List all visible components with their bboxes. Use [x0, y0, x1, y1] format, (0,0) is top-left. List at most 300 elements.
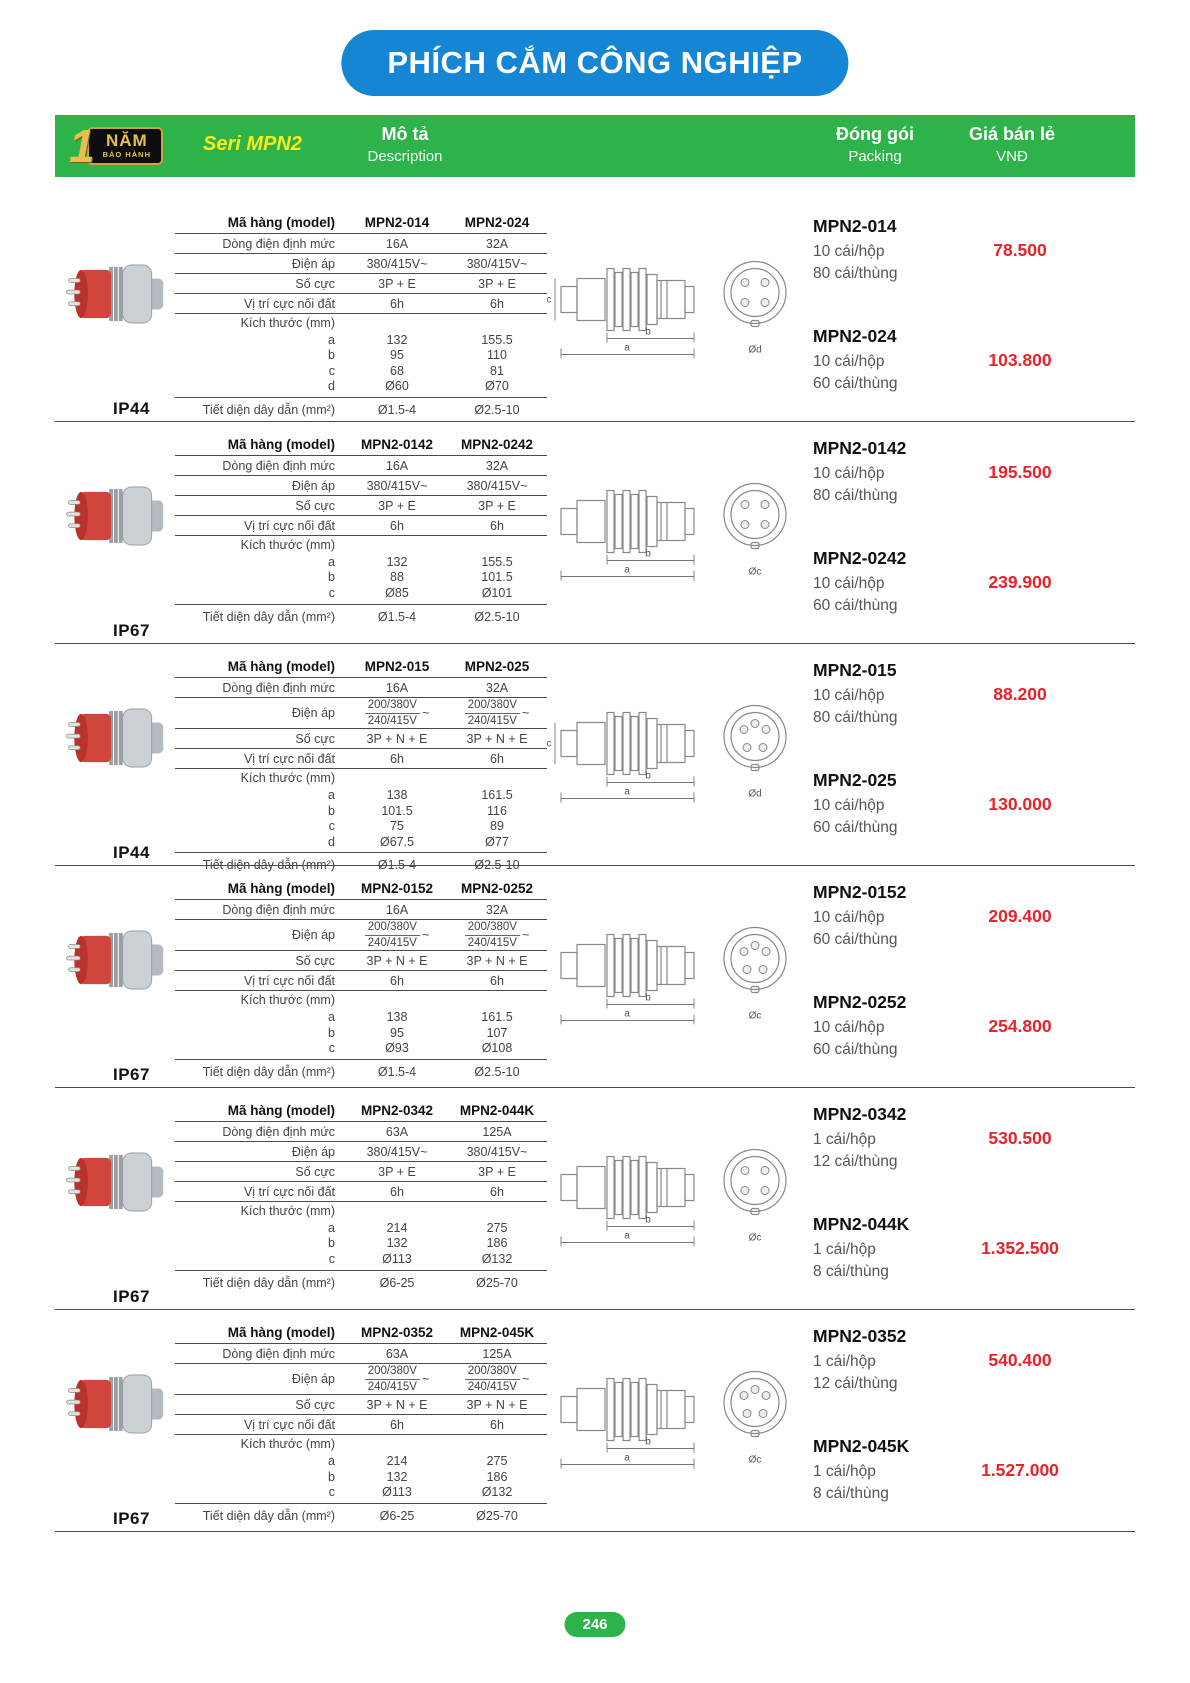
dimension-letter: a — [328, 788, 335, 803]
voltage-value: 380/415V~ — [466, 256, 528, 271]
dimension-letter: c — [328, 819, 335, 834]
spec-label: Mã hàng (model) — [227, 659, 335, 674]
pin-hole — [741, 521, 749, 529]
spec-row-model — [175, 212, 547, 234]
spec-row-dimensions — [175, 314, 547, 398]
spec-value: 3P + E — [378, 1164, 416, 1179]
spec-row-wire — [175, 1060, 547, 1084]
spec-row-wire — [175, 1504, 547, 1528]
spec-row-model — [175, 656, 547, 678]
packing-model-name: MPN2-0252 — [813, 992, 907, 1012]
pin-hole — [741, 1187, 749, 1195]
packing-per-box: 1 cái/hộp — [813, 1241, 876, 1258]
spec-value: 6h — [490, 1417, 504, 1432]
warranty-badge-number: 1 — [69, 120, 95, 172]
dimension-row — [175, 1469, 547, 1485]
spec-value: Ø2.5-10 — [474, 1064, 520, 1079]
dimension-value: Ø85 — [385, 585, 409, 600]
spec-row-model — [175, 1100, 547, 1122]
packing-info — [813, 1104, 973, 1172]
spec-value: 3P + N + E — [366, 1397, 428, 1412]
drawing-dim-label: a — [624, 786, 630, 798]
spec-label: Vị trí cực nối đất — [243, 296, 335, 311]
column-header-packing-en: Packing — [848, 148, 902, 165]
spec-label: Vị trí cực nối đất — [243, 973, 335, 988]
spec-value — [347, 257, 447, 271]
voltage-stacked — [365, 921, 420, 949]
dimension-value: 89 — [490, 819, 504, 834]
pin-hole — [759, 744, 767, 752]
dimension-row — [175, 818, 547, 834]
model-name: MPN2-045K — [459, 1325, 535, 1340]
retail-price: 103.800 — [988, 350, 1052, 370]
dimension-row — [175, 348, 547, 364]
spec-label: Kích thước (mm) — [240, 1437, 335, 1452]
ip-rating: IP67 — [113, 1287, 150, 1306]
product-photo-column — [55, 1310, 173, 1531]
spec-label: Điện áp — [291, 1372, 335, 1387]
product-section — [55, 644, 1135, 873]
pin-hole — [743, 966, 751, 974]
column-header-price — [932, 124, 1092, 165]
model-name: MPN2-0252 — [460, 881, 534, 896]
spec-label: Số cực — [295, 1164, 335, 1179]
spec-value: 6h — [390, 1417, 404, 1432]
spec-label: Vị trí cực nối đất — [243, 518, 335, 533]
pin-hole — [762, 948, 770, 956]
product-photo-column — [55, 422, 173, 643]
dimension-value: 275 — [486, 1220, 508, 1235]
drawing-diameter-label: Øc — [748, 1010, 762, 1022]
spec-value: 32A — [485, 680, 509, 695]
dimension-value: Ø113 — [382, 1485, 412, 1500]
spec-value: 3P + N + E — [466, 731, 528, 746]
packing-per-box: 1 cái/hộp — [813, 1131, 876, 1148]
spec-row-dimensions — [175, 1202, 547, 1271]
spec-value — [447, 921, 547, 949]
packing-model-name: MPN2-0142 — [813, 438, 907, 458]
spec-value: 3P + N + E — [366, 953, 428, 968]
spec-value: Ø2.5-10 — [474, 403, 520, 417]
spec-value: 3P + N + E — [466, 1397, 528, 1412]
packing-model-name: MPN2-0242 — [813, 548, 907, 568]
spec-value — [447, 1365, 547, 1393]
spec-label: Tiết diện dây dẫn (mm²) — [202, 1275, 335, 1290]
dimension-value: 138 — [386, 1010, 408, 1025]
spec-value — [447, 699, 547, 727]
spec-label: Mã hàng (model) — [227, 437, 335, 452]
packing-per-box: 10 cái/hộp — [813, 687, 885, 704]
spec-row-voltage — [175, 1364, 547, 1395]
spec-row-dimensions — [175, 536, 547, 605]
dimension-row — [175, 1009, 547, 1025]
spec-row-model — [175, 1322, 547, 1344]
spec-label: Số cực — [295, 276, 335, 291]
page-number: 246 — [564, 1612, 625, 1637]
spec-label: Mã hàng (model) — [227, 881, 335, 896]
pin-hole — [761, 1167, 769, 1175]
spec-value: 3P + N + E — [366, 731, 428, 746]
technical-drawing: b a c Øc — [555, 894, 805, 1059]
spec-label: Điện áp — [291, 928, 335, 943]
spec-row-wire — [175, 1271, 547, 1295]
spec-label: Số cực — [295, 1397, 335, 1412]
product-section — [55, 1088, 1135, 1310]
dimension-row — [175, 787, 547, 803]
dimension-value: Ø67.5 — [379, 834, 415, 849]
model-name: MPN2-014 — [364, 215, 430, 230]
spec-table — [175, 878, 547, 1084]
column-header-price-en: VNĐ — [996, 148, 1028, 165]
packing-per-carton: 80 cái/thùng — [813, 708, 898, 726]
dimension-letter: d — [328, 379, 335, 394]
product-section — [55, 866, 1135, 1088]
spec-label: Vị trí cực nối đất — [243, 1417, 335, 1432]
spec-row-voltage — [175, 476, 547, 496]
dimension-letter: b — [328, 1469, 335, 1484]
pin-hole — [761, 1187, 769, 1195]
packing-info — [813, 548, 973, 616]
voltage-value: 200/380V — [365, 699, 420, 714]
spec-label: Kích thước (mm) — [240, 1204, 335, 1218]
dimension-row — [175, 1453, 547, 1469]
spec-label: Vị trí cực nối đất — [243, 1184, 335, 1199]
packing-per-carton: 8 cái/thùng — [813, 1262, 889, 1280]
spec-label: Tiết diện dây dẫn (mm²) — [202, 403, 335, 417]
dimension-value: Ø77 — [485, 834, 509, 849]
voltage-value: 380/415V~ — [366, 1144, 428, 1159]
voltage-value: 380/415V~ — [466, 478, 528, 493]
technical-drawing — [546, 228, 805, 393]
voltage-stacked — [365, 699, 420, 727]
spec-row-poles — [175, 496, 547, 516]
spec-row-current — [175, 678, 547, 698]
ip-rating: IP44 — [113, 843, 150, 862]
spec-row-dimensions — [175, 991, 547, 1060]
voltage-value: 200/380V — [465, 1365, 520, 1380]
dimension-row — [175, 1040, 547, 1056]
warranty-badge-line2: BẢO HÀNH — [102, 150, 152, 160]
spec-row-dimensions — [175, 769, 547, 853]
dimension-value: 186 — [486, 1236, 508, 1251]
packing-per-carton: 8 cái/thùng — [813, 1484, 889, 1502]
packing-per-carton: 60 cái/thùng — [813, 374, 898, 392]
spec-row-earth — [175, 971, 547, 991]
spec-value — [347, 1145, 447, 1159]
packing-per-carton: 60 cái/thùng — [813, 930, 898, 948]
voltage-tilde: ~ — [421, 706, 430, 721]
spec-table — [175, 212, 547, 422]
voltage-value: 200/380V — [365, 1365, 420, 1380]
dimension-row — [175, 570, 547, 586]
spec-value: 3P + E — [378, 276, 416, 291]
spec-label: Tiết diện dây dẫn (mm²) — [202, 1064, 335, 1079]
spec-row-voltage — [175, 698, 547, 729]
spec-value: 3P + N + E — [466, 953, 528, 968]
packing-per-box: 10 cái/hộp — [813, 465, 885, 482]
packing-per-carton: 12 cái/thùng — [813, 1152, 898, 1170]
product-photo — [55, 692, 171, 784]
spec-label: Điện áp — [291, 1144, 335, 1159]
dimension-value: 214 — [386, 1454, 408, 1469]
spec-row-voltage — [175, 254, 547, 274]
pin-hole — [740, 1392, 748, 1400]
dimension-value: 161.5 — [481, 788, 513, 803]
dimension-row — [175, 332, 547, 348]
packing-model-name: MPN2-0352 — [813, 1326, 907, 1346]
spec-row-current — [175, 234, 547, 254]
dimension-value: 95 — [390, 348, 404, 363]
drawing-dim-label: b — [645, 548, 651, 560]
model-name: MPN2-044K — [459, 1103, 535, 1118]
pin-hole — [740, 948, 748, 956]
spec-value: 3P + E — [478, 498, 516, 513]
voltage-value: 240/415V — [467, 1380, 517, 1393]
packing-per-carton: 80 cái/thùng — [813, 486, 898, 504]
product-photo-column — [55, 644, 173, 865]
dimension-row — [175, 379, 547, 395]
packing-per-box: 1 cái/hộp — [813, 1463, 876, 1480]
dimension-row — [175, 585, 547, 601]
drawing-diameter-label: Øc — [748, 566, 762, 578]
pin-hole — [741, 1167, 749, 1175]
dimension-letter: b — [328, 803, 335, 818]
dimension-value: Ø132 — [481, 1485, 513, 1500]
product-sections — [55, 200, 1135, 1532]
packing-per-carton: 12 cái/thùng — [813, 1374, 898, 1392]
spec-row-poles — [175, 1162, 547, 1182]
spec-label: Dòng điện định mức — [222, 680, 335, 695]
packing-model-name: MPN2-044K — [813, 1214, 910, 1234]
spec-value: 6h — [390, 518, 404, 533]
dimension-letter: b — [328, 570, 335, 585]
packing-info — [813, 992, 973, 1060]
page-title: PHÍCH CẮM CÔNG NGHIỆP — [341, 30, 848, 96]
spec-value: 32A — [485, 236, 509, 251]
dimension-value: 81 — [490, 363, 504, 378]
pin-hole — [761, 501, 769, 509]
spec-value: Ø1.5-4 — [377, 858, 417, 873]
retail-price: 78.500 — [993, 240, 1047, 260]
spec-label: Dòng điện định mức — [222, 1346, 335, 1361]
dimension-value: 132 — [386, 332, 408, 347]
spec-value — [347, 479, 447, 493]
dimension-value: Ø101 — [481, 585, 513, 600]
spec-value: 125A — [482, 1124, 512, 1139]
dimension-value: 161.5 — [481, 1010, 513, 1025]
dimension-letter: a — [328, 1220, 335, 1235]
dimension-value: Ø60 — [385, 379, 409, 394]
spec-value: 6h — [390, 296, 404, 311]
dimension-value: Ø108 — [481, 1041, 513, 1056]
dimension-value: 101.5 — [481, 570, 513, 585]
dimension-letter: c — [328, 585, 335, 600]
product-photo-column — [55, 866, 173, 1087]
spec-value: 6h — [490, 518, 504, 533]
dimension-value: 138 — [386, 788, 408, 803]
model-name: MPN2-024 — [464, 215, 530, 230]
drawing-diameter-label: Ød — [748, 788, 762, 800]
spec-value: 16A — [385, 680, 409, 695]
spec-label: Dòng điện định mức — [222, 236, 335, 251]
spec-label: Vị trí cực nối đất — [243, 751, 335, 766]
pin-hole — [761, 279, 769, 287]
dimension-value: 214 — [386, 1220, 408, 1235]
spec-value: Ø25-70 — [476, 1275, 518, 1290]
spec-label: Mã hàng (model) — [227, 1103, 335, 1118]
dimension-row — [175, 803, 547, 819]
voltage-value: 240/415V — [367, 936, 417, 949]
voltage-value: 380/415V~ — [466, 1144, 528, 1159]
spec-label: Kích thước (mm) — [240, 993, 335, 1008]
voltage-value: 200/380V — [365, 921, 420, 936]
packing-info — [813, 326, 973, 394]
product-section — [55, 1310, 1135, 1532]
product-photo — [55, 1358, 171, 1450]
spec-row-earth — [175, 1415, 547, 1435]
packing-per-carton: 60 cái/thùng — [813, 596, 898, 614]
dimension-row — [175, 554, 547, 570]
dimension-row — [175, 363, 547, 379]
spec-value: 125A — [482, 1346, 512, 1361]
spec-label: Số cực — [295, 731, 335, 746]
spec-value: 6h — [490, 973, 504, 988]
spec-value: Ø1.5-4 — [377, 403, 417, 417]
product-photo-column — [55, 1088, 173, 1309]
spec-label: Tiết diện dây dẫn (mm²) — [202, 858, 335, 873]
spec-table — [175, 1100, 547, 1295]
dimension-letter: d — [328, 834, 335, 849]
spec-value: 3P + E — [378, 498, 416, 513]
pin-hole — [762, 726, 770, 734]
voltage-tilde: ~ — [421, 928, 430, 943]
drawing-dim-label: a — [624, 564, 630, 576]
retail-price: 195.500 — [988, 462, 1052, 482]
pin-hole — [741, 279, 749, 287]
dimension-value: 186 — [486, 1469, 508, 1484]
spec-value: 63A — [385, 1346, 409, 1361]
pin-hole — [741, 299, 749, 307]
model-name: MPN2-0352 — [360, 1325, 434, 1340]
spec-table — [175, 1322, 547, 1528]
dimension-value: Ø93 — [385, 1041, 409, 1056]
drawing-dim-label: a — [624, 1452, 630, 1464]
packing-info — [813, 438, 973, 506]
voltage-stacked — [365, 1365, 420, 1393]
ip-rating: IP67 — [113, 1509, 150, 1528]
technical-drawing: b a c Øc — [555, 450, 805, 615]
spec-value: 32A — [485, 458, 509, 473]
retail-price: 209.400 — [988, 906, 1052, 926]
pin-hole — [761, 521, 769, 529]
packing-per-box: 10 cái/hộp — [813, 909, 885, 926]
dimension-value: 132 — [386, 1236, 408, 1251]
dimension-letter: b — [328, 1236, 335, 1251]
technical-drawing — [546, 672, 805, 837]
spec-label: Tiết diện dây dẫn (mm²) — [202, 1508, 335, 1523]
column-header-description-en: Description — [367, 148, 443, 165]
ip-rating: IP67 — [113, 621, 150, 640]
spec-table — [175, 656, 547, 877]
dimension-letter: a — [328, 554, 335, 569]
voltage-value: 200/380V — [465, 921, 520, 936]
technical-drawing: b a c Øc — [555, 1116, 805, 1281]
dimension-row — [175, 1236, 547, 1252]
dimension-value: 68 — [390, 363, 404, 378]
spec-label: Tiết diện dây dẫn (mm²) — [202, 609, 335, 624]
packing-model-name: MPN2-015 — [813, 660, 897, 680]
spec-label: Điện áp — [291, 256, 335, 271]
warranty-badge-line1: NĂM — [105, 131, 148, 151]
column-header-description-vi: Mô tả — [381, 124, 429, 144]
spec-row-voltage — [175, 920, 547, 951]
pin-hole — [759, 1410, 767, 1418]
ip-rating: IP67 — [113, 1065, 150, 1084]
packing-model-name: MPN2-024 — [813, 326, 897, 346]
spec-row-current — [175, 1122, 547, 1142]
dimension-row — [175, 1220, 547, 1236]
spec-value: 16A — [385, 902, 409, 917]
dimension-letter: c — [328, 1485, 335, 1500]
pin-hole — [743, 1410, 751, 1418]
spec-value: 63A — [385, 1124, 409, 1139]
dimension-value: 101.5 — [381, 803, 413, 818]
dimension-value: 275 — [486, 1454, 508, 1469]
voltage-value: 380/415V~ — [366, 256, 428, 271]
spec-row-current — [175, 1344, 547, 1364]
voltage-tilde: ~ — [521, 928, 530, 943]
drawing-dim-label: c — [546, 294, 552, 306]
model-name: MPN2-0342 — [360, 1103, 434, 1118]
packing-info — [813, 1326, 973, 1394]
spec-value: 6h — [390, 751, 404, 766]
spec-row-wire — [175, 398, 547, 422]
warranty-badge — [69, 122, 163, 170]
packing-model-name: MPN2-0342 — [813, 1104, 907, 1124]
dimension-row — [175, 1251, 547, 1267]
dimension-row — [175, 834, 547, 850]
spec-label: Dòng điện định mức — [222, 1124, 335, 1139]
spec-value — [347, 699, 447, 727]
dimension-value: Ø70 — [485, 379, 509, 394]
spec-value — [447, 257, 547, 271]
spec-value: Ø25-70 — [476, 1508, 518, 1523]
dimension-letter: c — [328, 363, 335, 378]
drawing-dim-label: b — [645, 992, 651, 1004]
product-photo-column — [55, 200, 173, 421]
voltage-value: 240/415V — [367, 714, 417, 727]
drawing-dim-label: b — [645, 326, 651, 338]
packing-per-box: 1 cái/hộp — [813, 1353, 876, 1370]
retail-price: 130.000 — [988, 794, 1052, 814]
voltage-tilde: ~ — [521, 1372, 530, 1387]
retail-price: 540.400 — [988, 1350, 1052, 1370]
product-photo — [55, 1136, 171, 1228]
spec-row-current — [175, 456, 547, 476]
drawing-diameter-label: Øc — [748, 1232, 762, 1244]
spec-value: 6h — [490, 751, 504, 766]
packing-per-carton: 60 cái/thùng — [813, 1040, 898, 1058]
spec-value: 32A — [485, 902, 509, 917]
spec-row-model — [175, 878, 547, 900]
dimension-letter: a — [328, 1454, 335, 1469]
model-name: MPN2-025 — [464, 659, 530, 674]
spec-value: 6h — [490, 296, 504, 311]
drawing-dim-label: a — [624, 1230, 630, 1242]
spec-row-poles — [175, 274, 547, 294]
spec-row-model — [175, 434, 547, 456]
dimension-value: 155.5 — [481, 332, 513, 347]
